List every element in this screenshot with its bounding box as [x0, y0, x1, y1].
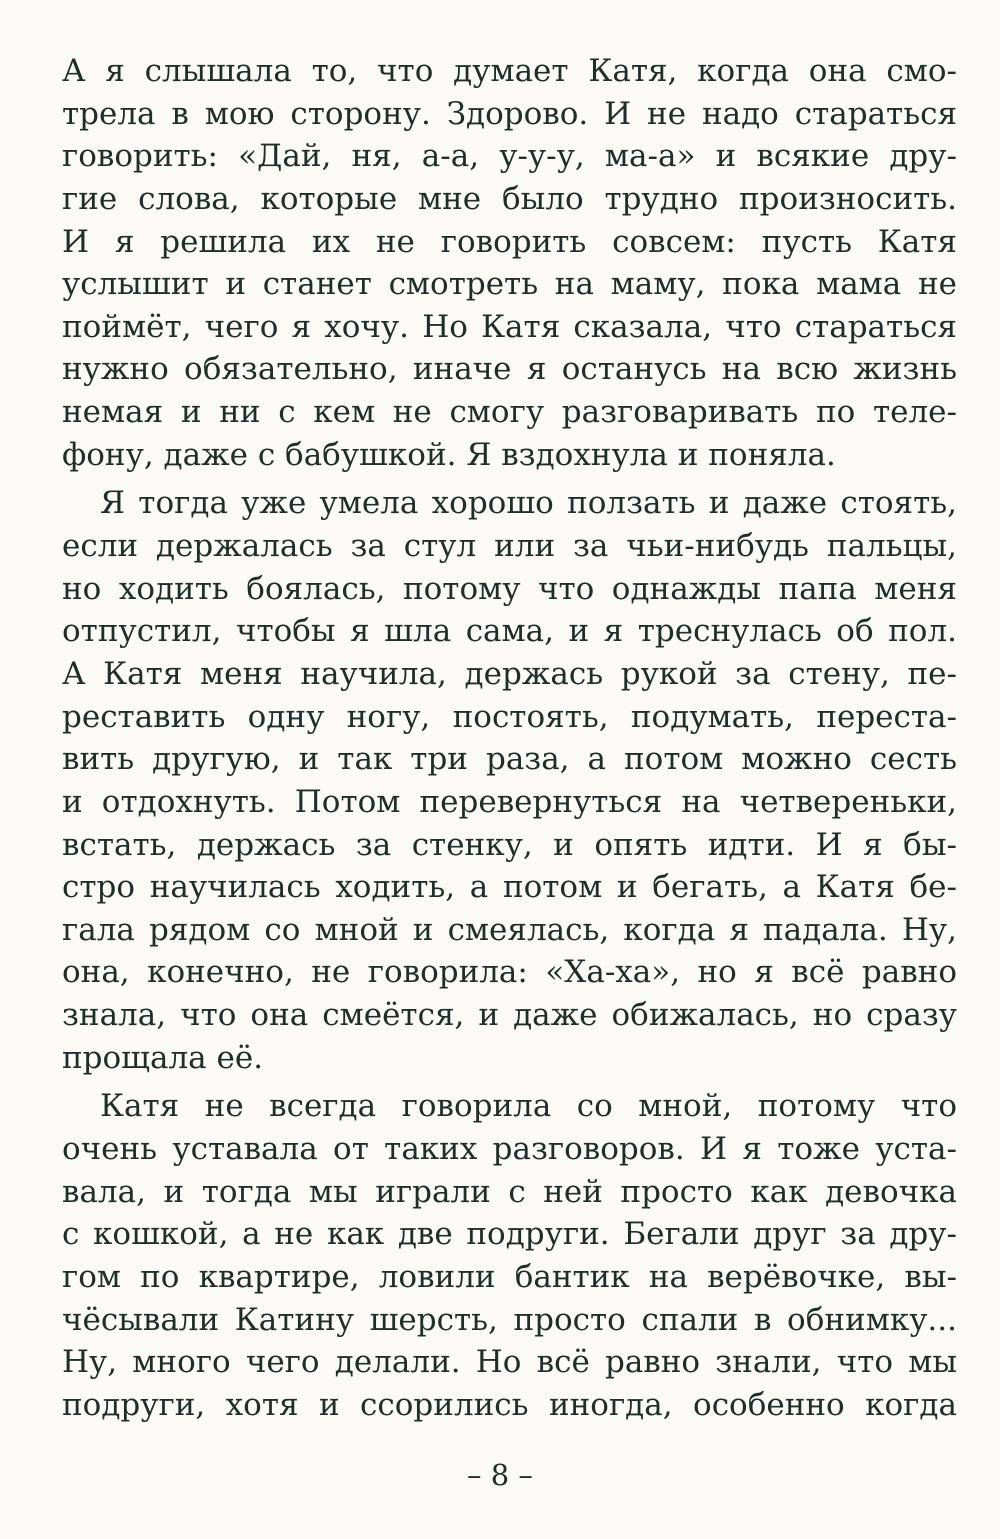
text-line: Я тогда уже умела хорошо ползать и даже стоять, — [100, 485, 957, 522]
text-line: Катя не всегда говорила со мной, потому что — [100, 1088, 957, 1125]
text-line: подруги, хотя и ссорились иногда, особенно когда — [62, 1386, 957, 1423]
text-line: вить другую, и так три раза, а потом можно сесть — [62, 741, 957, 778]
text-line: стро научилась ходить, а потом и бегать, а Катя бе- — [62, 869, 957, 906]
text-line: вала, и тогда мы играли с ней просто как девочка — [62, 1173, 957, 1210]
text-line: с кошкой, а не как две подруги. Бегали друг за дру- — [62, 1216, 957, 1253]
text-line: трела в мою сторону. Здорово. И не надо стараться — [62, 95, 957, 132]
text-line: поймёт, чего я хочу. Но Катя сказала, что стараться — [62, 308, 957, 345]
paragraph-3 — [62, 1085, 957, 1426]
text-line: она, конечно, не говорила: «Ха-ха», но я всё равно — [62, 954, 957, 991]
text-line: отпустил, чтобы я шла сама, и я треснулась об пол. — [62, 613, 957, 650]
text-line: но ходить боялась, потому что однажды папа меня — [62, 570, 957, 607]
text-line: говорить: «Дай, ня, а-а, у-у-у, ма-а» и всякие дру- — [62, 138, 957, 175]
text-line: услышит и станет смотреть на маму, пока мама не — [62, 266, 957, 303]
text-line: Ну, много чего делали. Но всё равно знали, что мы — [62, 1344, 957, 1381]
text-line: чёсывали Катину шерсть, просто спали в обнимку... — [62, 1301, 957, 1338]
text-line: гие слова, которые мне было трудно произносить. — [62, 180, 957, 217]
text-line: реставить одну ногу, постоять, подумать, переста- — [62, 698, 957, 735]
text-line: знала, что она смеётся, и даже обижалась, но сразу — [62, 997, 957, 1034]
text-line: очень уставала от таких разговоров. И я тоже уста- — [62, 1131, 957, 1168]
text-line: А Катя меня научила, держась рукой за стену, пе- — [62, 655, 957, 692]
paragraph-1 — [62, 50, 957, 476]
text-line: И я решила их не говорить совсем: пусть Катя — [62, 223, 957, 260]
text-line: и отдохнуть. Потом перевернуться на четвереньки, — [62, 783, 957, 820]
text-line: фону, даже с бабушкой. Я вздохнула и поняла. — [62, 436, 836, 473]
text-line: если держалась за стул или за чьи-нибудь пальцы, — [62, 528, 957, 565]
paragraph-2 — [62, 482, 957, 1079]
page-number: – 8 – — [467, 1458, 533, 1492]
text-line: гом по квартире, ловили бантик на верёвочке, вы- — [62, 1258, 957, 1295]
text-line: гала рядом со мной и смеялась, когда я падала. Ну, — [62, 911, 957, 948]
text-line: А я слышала то, что думает Катя, когда она смо- — [62, 53, 957, 89]
text-line: прощала её. — [62, 1039, 264, 1076]
text-line: нужно обязательно, иначе я останусь на всю жизнь — [62, 351, 957, 388]
body-text — [62, 50, 957, 1427]
text-line: немая и ни с кем не смогу разговаривать по теле- — [62, 394, 957, 431]
text-line: встать, держась за стенку, и опять идти. И я бы- — [62, 826, 957, 863]
